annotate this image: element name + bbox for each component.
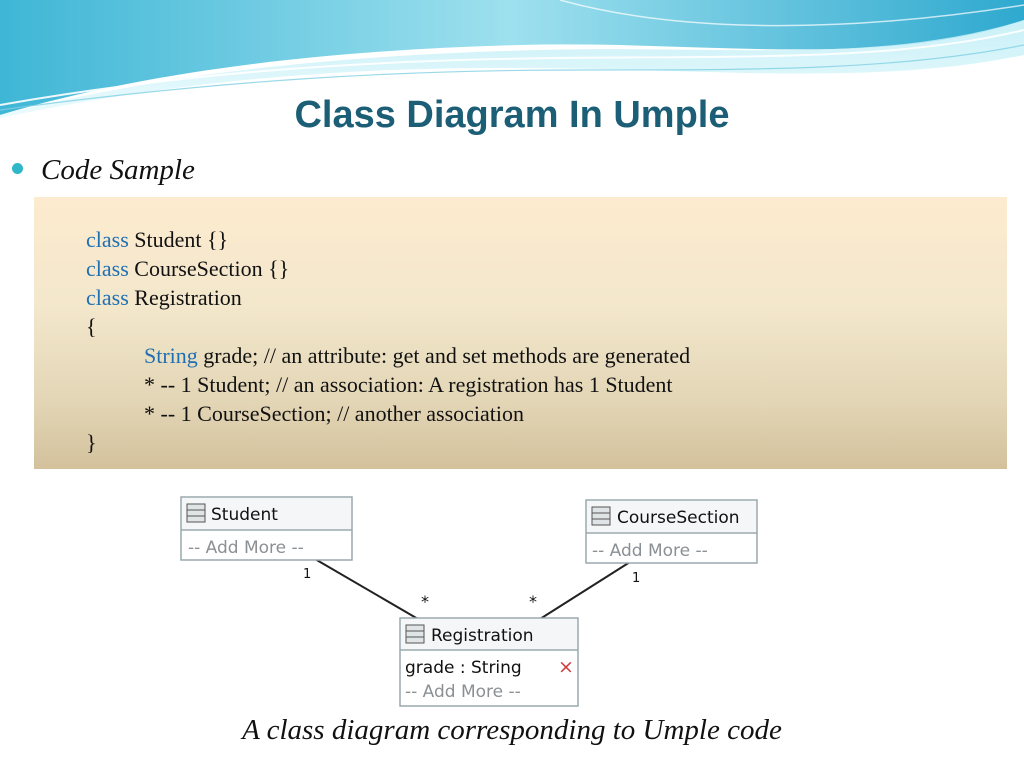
add-more-placeholder[interactable]: -- Add More -- bbox=[405, 682, 521, 702]
class-icon bbox=[592, 507, 610, 525]
code-line-8: } bbox=[86, 430, 97, 455]
code-text: Student {} bbox=[128, 227, 229, 252]
diagram-caption: A class diagram corresponding to Umple code bbox=[242, 714, 782, 746]
code-keyword: class bbox=[86, 227, 129, 252]
class-name: CourseSection bbox=[617, 508, 740, 528]
multiplicity-coursesection: 1 bbox=[632, 571, 641, 586]
class-icon bbox=[406, 625, 424, 643]
attribute-grade[interactable]: grade : String bbox=[405, 658, 522, 678]
class-box-coursesection[interactable] bbox=[586, 500, 757, 563]
slide-title: Class Diagram In Umple bbox=[294, 94, 730, 136]
multiplicity-registration-right: * bbox=[529, 592, 537, 611]
class-icon bbox=[187, 504, 205, 522]
code-keyword: class bbox=[86, 256, 129, 281]
bullet-text: Code Sample bbox=[41, 153, 195, 186]
class-box-student[interactable] bbox=[181, 497, 352, 560]
add-more-placeholder[interactable]: -- Add More -- bbox=[188, 538, 304, 558]
delete-attribute-icon[interactable]: × bbox=[558, 656, 574, 678]
code-text: grade; // an attribute: get and set methods are generated bbox=[197, 343, 691, 368]
code-keyword: class bbox=[86, 285, 129, 310]
code-text: CourseSection {} bbox=[128, 256, 290, 281]
code-keyword: String bbox=[144, 343, 198, 368]
class-box-registration[interactable] bbox=[400, 618, 578, 706]
class-name: Student bbox=[211, 505, 278, 525]
multiplicity-registration-left: * bbox=[421, 592, 429, 611]
code-text: Registration bbox=[128, 285, 242, 310]
association-line-coursesection bbox=[540, 562, 630, 619]
association-line-student bbox=[315, 559, 418, 619]
add-more-placeholder[interactable]: -- Add More -- bbox=[592, 541, 708, 561]
code-line-7: * -- 1 CourseSection; // another association bbox=[144, 401, 525, 426]
code-line-4: { bbox=[86, 314, 97, 339]
class-name: Registration bbox=[431, 626, 534, 646]
multiplicity-student: 1 bbox=[303, 567, 312, 582]
code-line-6: * -- 1 Student; // an association: A registration has 1 Student bbox=[144, 372, 673, 397]
